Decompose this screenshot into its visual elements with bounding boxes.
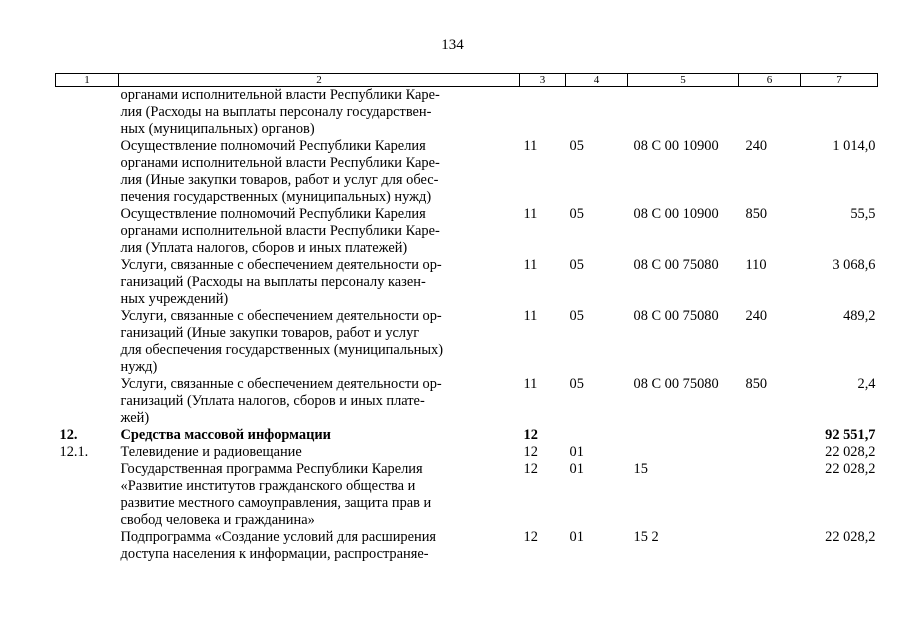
expense-type (739, 529, 801, 563)
row-name-line: Телевидение и радиовещание (120, 444, 302, 460)
table-row (56, 461, 878, 529)
row-number (56, 529, 119, 563)
row-name-line: лия (Расходы на выплаты персоналу государствен- (120, 104, 432, 120)
section-code: 11 (523, 308, 538, 324)
target-article: 08 С 00 75080 (633, 257, 719, 273)
section-code: 11 (523, 376, 538, 392)
amount: 22 028,2 (825, 529, 876, 545)
row-name-line: ганизаций (Расходы на выплаты персоналу казен- (120, 274, 426, 290)
row-number (56, 461, 119, 529)
expense-type: 240 (745, 308, 768, 324)
subsection-code: 01 (569, 529, 584, 545)
row-number: 12. (59, 427, 78, 443)
row-number (56, 87, 119, 139)
table-row (56, 376, 878, 427)
target-article (628, 444, 739, 461)
table-row (56, 206, 878, 257)
row-name-line: ных (муниципальных) органов) (120, 121, 315, 137)
subsection-code: 01 (569, 444, 584, 460)
section-code: 11 (523, 206, 538, 222)
row-name-line: органами исполнительной власти Республики Каре- (120, 155, 440, 171)
budget-table (55, 73, 878, 563)
target-article: 15 (633, 461, 648, 477)
row-number (56, 206, 119, 257)
section-code (520, 87, 566, 139)
row-name-line: лия (Иные закупки товаров, работ и услуг для обес- (120, 172, 439, 188)
section-code: 12 (523, 529, 538, 545)
column-header: 4 (566, 74, 628, 87)
subsection-code: 05 (569, 308, 584, 324)
row-name (119, 206, 520, 257)
expense-type: 850 (745, 376, 768, 392)
row-name (119, 257, 520, 308)
subsection-code (566, 427, 628, 444)
column-header: 7 (801, 74, 878, 87)
table-row (56, 529, 878, 563)
subsection-code: 05 (569, 257, 584, 273)
table-row (56, 427, 878, 444)
expense-type (739, 87, 801, 139)
target-article: 08 С 00 75080 (633, 308, 719, 324)
amount: 22 028,2 (825, 444, 876, 460)
amount: 1 014,0 (832, 138, 876, 154)
target-article: 08 С 00 10900 (633, 206, 719, 222)
row-number (56, 138, 119, 206)
column-header: 1 (56, 74, 119, 87)
row-name-line: ганизаций (Иные закупки товаров, работ и услуг (120, 325, 420, 341)
target-article: 15 2 (633, 529, 659, 545)
row-name (119, 529, 520, 563)
row-name (119, 308, 520, 376)
amount: 92 551,7 (825, 427, 876, 443)
row-name-line: Средства массовой информации (120, 427, 331, 443)
row-name-line: Услуги, связанные с обеспечением деятельности ор- (120, 376, 442, 392)
amount (801, 87, 878, 139)
table-row (56, 444, 878, 461)
target-article (628, 87, 739, 139)
row-name (119, 87, 520, 139)
table-body (56, 87, 878, 564)
table-row (56, 257, 878, 308)
row-name-line: ных учреждений) (120, 291, 229, 307)
row-number (56, 376, 119, 427)
target-article: 08 С 00 10900 (633, 138, 719, 154)
row-name (119, 138, 520, 206)
page-number: 134 (441, 37, 464, 53)
row-number: 12.1. (59, 444, 89, 460)
section-code: 12 (523, 444, 538, 460)
subsection-code: 01 (569, 461, 584, 477)
row-number (56, 308, 119, 376)
expense-type: 850 (745, 206, 768, 222)
row-name-line: Подпрограмма «Создание условий для расширения (120, 529, 437, 545)
expense-type: 240 (745, 138, 768, 154)
amount: 55,5 (850, 206, 876, 222)
row-name-line: нужд) (120, 359, 158, 375)
row-name-line: доступа населения к информации, распространяе- (120, 546, 429, 562)
amount: 2,4 (857, 376, 876, 392)
row-name-line: для обеспечения государственных (муниципальных) (120, 342, 443, 358)
subsection-code (566, 87, 628, 139)
row-name (119, 427, 520, 444)
column-header: 3 (520, 74, 566, 87)
expense-type (739, 444, 801, 461)
row-name-line: Услуги, связанные с обеспечением деятельности ор- (120, 308, 442, 324)
table-row (56, 308, 878, 376)
expense-type: 110 (745, 257, 767, 273)
row-name-line: печения государственных (муниципальных) нужд) (120, 189, 432, 205)
table-row (56, 138, 878, 206)
table-row (56, 87, 878, 139)
section-code: 11 (523, 257, 538, 273)
row-name-line: «Развитие институтов гражданского общества и (120, 478, 416, 494)
row-name-line: Осуществление полномочий Республики Карелия (120, 138, 426, 154)
target-article (628, 427, 739, 444)
row-name-line: органами исполнительной власти Республики Каре- (120, 87, 440, 103)
target-article: 08 С 00 75080 (633, 376, 719, 392)
row-name-line: Услуги, связанные с обеспечением деятельности ор- (120, 257, 442, 273)
row-name-line: Государственная программа Республики Карелия (120, 461, 423, 477)
section-code: 12 (523, 427, 538, 443)
row-name-line: Осуществление полномочий Республики Карелия (120, 206, 426, 222)
amount: 489,2 (843, 308, 876, 324)
subsection-code: 05 (569, 138, 584, 154)
expense-type (739, 461, 801, 529)
table-header (56, 74, 878, 87)
row-name-line: лия (Уплата налогов, сборов и иных платежей) (120, 240, 408, 256)
section-code: 12 (523, 461, 538, 477)
amount: 22 028,2 (825, 461, 876, 477)
row-name-line: ганизаций (Уплата налогов, сборов и иных плате- (120, 393, 425, 409)
row-number (56, 257, 119, 308)
expense-type (739, 427, 801, 444)
amount: 3 068,6 (832, 257, 876, 273)
column-header: 5 (628, 74, 739, 87)
row-name (119, 444, 520, 461)
row-name-line: свобод человека и гражданина» (120, 512, 315, 528)
column-header: 6 (739, 74, 801, 87)
row-name (119, 461, 520, 529)
row-name-line: жей) (120, 410, 150, 426)
subsection-code: 05 (569, 376, 584, 392)
section-code: 11 (523, 138, 538, 154)
subsection-code: 05 (569, 206, 584, 222)
column-header: 2 (119, 74, 520, 87)
row-name-line: органами исполнительной власти Республики Каре- (120, 223, 440, 239)
row-name (119, 376, 520, 427)
row-name-line: развитие местного самоуправления, защита прав и (120, 495, 432, 511)
